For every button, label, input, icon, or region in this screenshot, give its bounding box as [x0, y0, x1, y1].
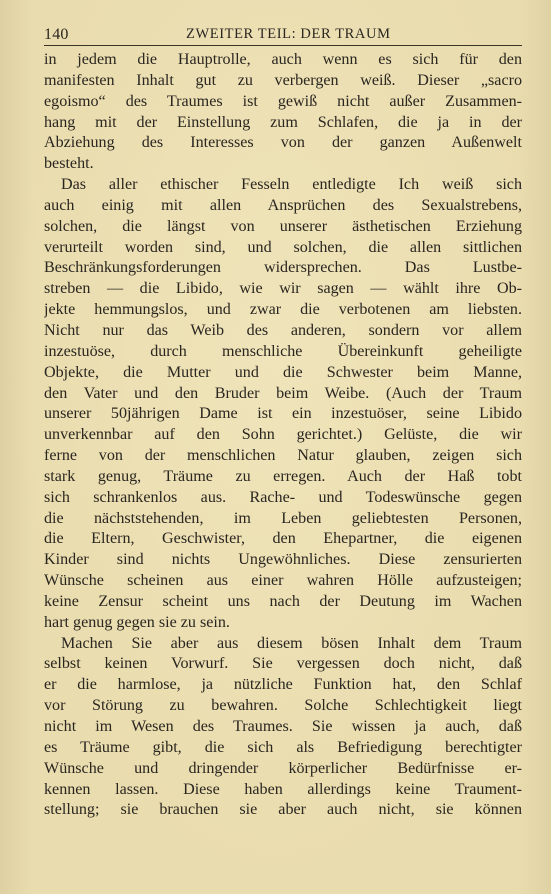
text-line: in jedem die Hauptrolle, auch wenn es sich für den	[44, 51, 522, 68]
text-line: ferne von der menschlichen Natur glauben, zeigen sich	[44, 447, 522, 465]
text-line: streben — die Libido, wie wir sagen — wählt ihre Ob-	[44, 280, 522, 298]
text-line: Wünsche und dringender körperlicher Bedürfnisse er-	[44, 759, 522, 777]
text-line: die Eltern, Geschwister, den Ehepartner, die eigenen	[44, 530, 522, 548]
text-line: nicht im Wesen des Traumes. Sie wissen ja auch, daß	[44, 718, 522, 735]
text-line: die nächststehenden, im Leben geliebtesten Personen,	[44, 509, 522, 527]
text-line: Beschränkungsforderungen widersprechen. Das Lustbe-	[44, 259, 522, 277]
text-line: besteht.	[44, 155, 94, 173]
text-line: inzestuöse, durch menschliche Übereinkunft geheiligte	[44, 342, 522, 360]
text-line: Nicht nur das Weib des anderen, sondern vor allem	[44, 321, 522, 339]
text-line: stark genug, Träume zu erregen. Auch der Haß tobt	[44, 467, 522, 485]
text-line: kennen lassen. Diese haben allerdings keine Traument-	[44, 780, 522, 798]
page-number: 140	[44, 26, 69, 43]
text-line: unverkennbar auf den Sohn gerichtet.) Gelüste, die wir	[44, 426, 522, 444]
text-line: jekte hemmungslos, und zwar die verbotenen am liebsten.	[44, 301, 522, 319]
text-line: egoismo“ des Traumes ist gewiß nicht außer Zusammen-	[44, 92, 522, 110]
text-line: verurteilt worden sind, und solchen, die allen sittlichen	[44, 238, 522, 256]
text-line: Objekte, die Mutter und die Schwester beim Manne,	[44, 363, 522, 381]
running-head	[44, 26, 522, 46]
paragraph-start-line: Machen Sie aber aus diesem bösen Inhalt dem Traum	[61, 634, 522, 652]
text-line: es Träume gibt, die sich als Befriedigung berechtigter	[44, 738, 522, 756]
header-rule	[44, 45, 522, 46]
text-line: selbst keinen Vorwurf. Sie vergessen doch nicht, daß	[44, 655, 522, 673]
text-line: Abziehung des Interesses von der ganzen Außenwelt	[44, 134, 522, 152]
text-line: sich schrankenlos aus. Rache- und Todeswünsche gegen	[44, 488, 522, 506]
text-line: er die harmlose, ja nützliche Funktion hat, den Schlaf	[44, 676, 522, 694]
body-text	[44, 50, 522, 821]
text-line: Wünsche scheinen aus einer wahren Hölle aufzusteigen;	[44, 572, 522, 590]
text-line: hart genug gegen sie zu sein.	[44, 613, 230, 631]
text-line: vor Störung zu bewahren. Solche Schlechtigkeit liegt	[44, 697, 522, 715]
text-line: Kinder sind nichts Ungewöhnliches. Diese zensurierten	[44, 551, 522, 569]
paragraph-start-line: Das aller ethischer Fesseln entledigte Ich weiß sich	[61, 176, 522, 194]
text-line: stellung; sie brauchen sie aber auch nicht, sie können	[44, 801, 522, 819]
text-line: unserer 50jährigen Dame ist ein inzestuöser, seine Libido	[44, 405, 522, 423]
text-line: auch einig mit allen Ansprüchen des Sexualstrebens,	[44, 196, 522, 214]
chapter-title: ZWEITER TEIL: DER TRAUM	[186, 26, 391, 42]
text-line: den Vater und den Bruder beim Weibe. (Auch der Traum	[44, 384, 522, 402]
text-line: hang mit der Einstellung zum Schlafen, die ja in der	[44, 113, 522, 131]
text-line: manifesten Inhalt gut zu verbergen weiß. Dieser „sacro	[44, 71, 522, 89]
text-line: solchen, die längst von unserer ästhetischen Erziehung	[44, 217, 522, 235]
text-line: keine Zensur scheint uns nach der Deutung im Wachen	[44, 592, 522, 610]
